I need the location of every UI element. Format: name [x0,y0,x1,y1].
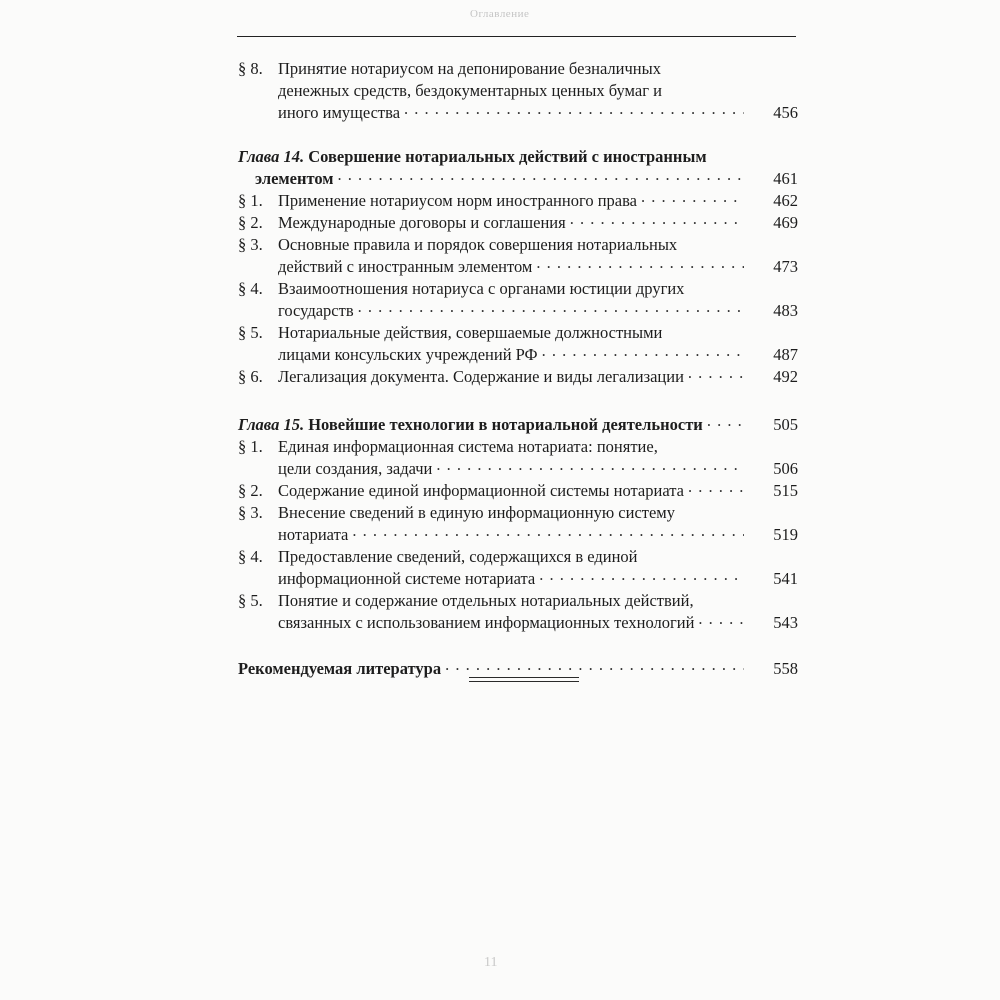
entry-title-line: Совершение нотариальных действий с иностранным [308,147,707,166]
section-number: § 4. [238,547,263,566]
toc-line [238,212,798,234]
page-ref: 487 [773,345,798,364]
section-number: § 4. [238,279,263,298]
toc-line [278,612,798,634]
entry-title-line: иного имущества [278,103,401,122]
entry-title-line: Международные договоры и соглашения [278,213,566,232]
page-ref: 469 [773,213,798,232]
entry-title-line: Нотариальные действия, совершаемые должностными [278,323,663,342]
toc-section [238,322,798,366]
page-ref: 515 [773,481,798,500]
table-of-contents [238,58,798,680]
entry-title-line: информационной системе нотариата [278,569,536,588]
entry-title-line: Предоставление сведений, содержащихся в единой [278,547,638,566]
toc-chapter [238,146,798,190]
entry-title-line: связанных с использованием информационных технологий [278,613,695,632]
entry-title-line: Содержание единой информационной системы нотариата [278,481,684,500]
entry-title-line: Понятие и содержание отдельных нотариальных действий, [278,591,694,610]
entry-title-line: государств [278,301,354,320]
section-number: § 3. [238,235,263,254]
entry-title-line: Внесение сведений в единую информационную систему [278,503,675,522]
page-ref: 506 [773,459,798,478]
toc-section [238,278,798,322]
page-ref: 462 [773,191,798,210]
section-number: § 1. [238,191,263,210]
toc-section [238,234,798,278]
toc-line [278,300,798,322]
page-ref: 461 [773,169,798,188]
toc-section [238,212,798,234]
page-ref: 505 [773,415,798,434]
entry-title-line: лицами консульских учреждений РФ [278,345,538,364]
page-ref: 473 [773,257,798,276]
section-number: § 3. [238,503,263,522]
chapter-number: Глава 15. [238,415,305,434]
top-rule [237,36,796,37]
entry-title-line: Взаимоотношения нотариуса с органами юстиции других [278,279,685,298]
dot-leader [536,252,744,274]
section-number: § 2. [238,481,263,500]
page-number: 11 [484,955,498,970]
entry-title-line: цели создания, задачи [278,459,433,478]
toc-chapter [238,414,798,436]
dot-leader [358,296,744,318]
toc-line [238,58,798,80]
entry-title-line: Основные правила и порядок совершения нотариальных [278,235,678,254]
toc-line [238,480,798,502]
dot-leader [404,98,744,120]
toc-section [238,58,798,124]
page-ref: 543 [773,613,798,632]
toc-section [238,590,798,634]
dot-leader [707,410,744,432]
page-ref: 456 [773,103,798,122]
toc-section [238,366,798,388]
dot-leader [352,520,744,542]
dot-leader [641,186,744,208]
page-ref: 519 [773,525,798,544]
dot-leader [445,654,744,676]
entry-title-line: действий с иностранным элементом [278,257,533,276]
dot-leader [539,564,744,586]
toc-line [278,524,798,546]
toc-section [238,436,798,480]
entry-title-line: Применение нотариусом норм иностранного права [278,191,637,210]
entry-title-line: Новейшие технологии в нотариальной деятельности [308,415,703,434]
page-ref: 483 [773,301,798,320]
dot-leader [436,454,744,476]
toc-line [238,414,798,436]
toc-section [238,502,798,546]
section-number: § 1. [238,437,263,456]
section-number: § 5. [238,591,263,610]
page-ref: 558 [773,659,798,678]
entry-title-line: Рекомендуемая литература [238,659,442,678]
chapter-number: Глава 14. [238,147,305,166]
entry-title-line: Принятие нотариусом на депонирование безналичных [278,59,661,78]
dot-leader [570,208,744,230]
entry-title-line: нотариата [278,525,349,544]
section-number: § 6. [238,367,263,386]
toc-line [278,256,798,278]
toc-section [238,546,798,590]
entry-title-line: Легализация документа. Содержание и виды легализации [278,367,684,386]
dot-leader [698,608,744,630]
toc-section [238,480,798,502]
running-head: Оглавление [470,8,530,20]
dot-leader [688,362,744,384]
section-number: § 2. [238,213,263,232]
entry-title-line: Единая информационная система нотариата: понятие, [278,437,658,456]
entry-title-line: элементом [255,169,334,188]
dot-leader [688,476,744,498]
entry-title-line: денежных средств, бездокументарных ценных бумаг и [278,81,662,100]
page-ref: 492 [773,367,798,386]
toc-line [278,568,798,590]
page-ref: 541 [773,569,798,588]
dot-leader [338,164,744,186]
toc-line [238,366,798,388]
toc-line [278,102,798,124]
dot-leader [542,340,744,362]
section-divider [469,677,579,682]
section-number: § 8. [238,59,263,78]
section-number: § 5. [238,323,263,342]
